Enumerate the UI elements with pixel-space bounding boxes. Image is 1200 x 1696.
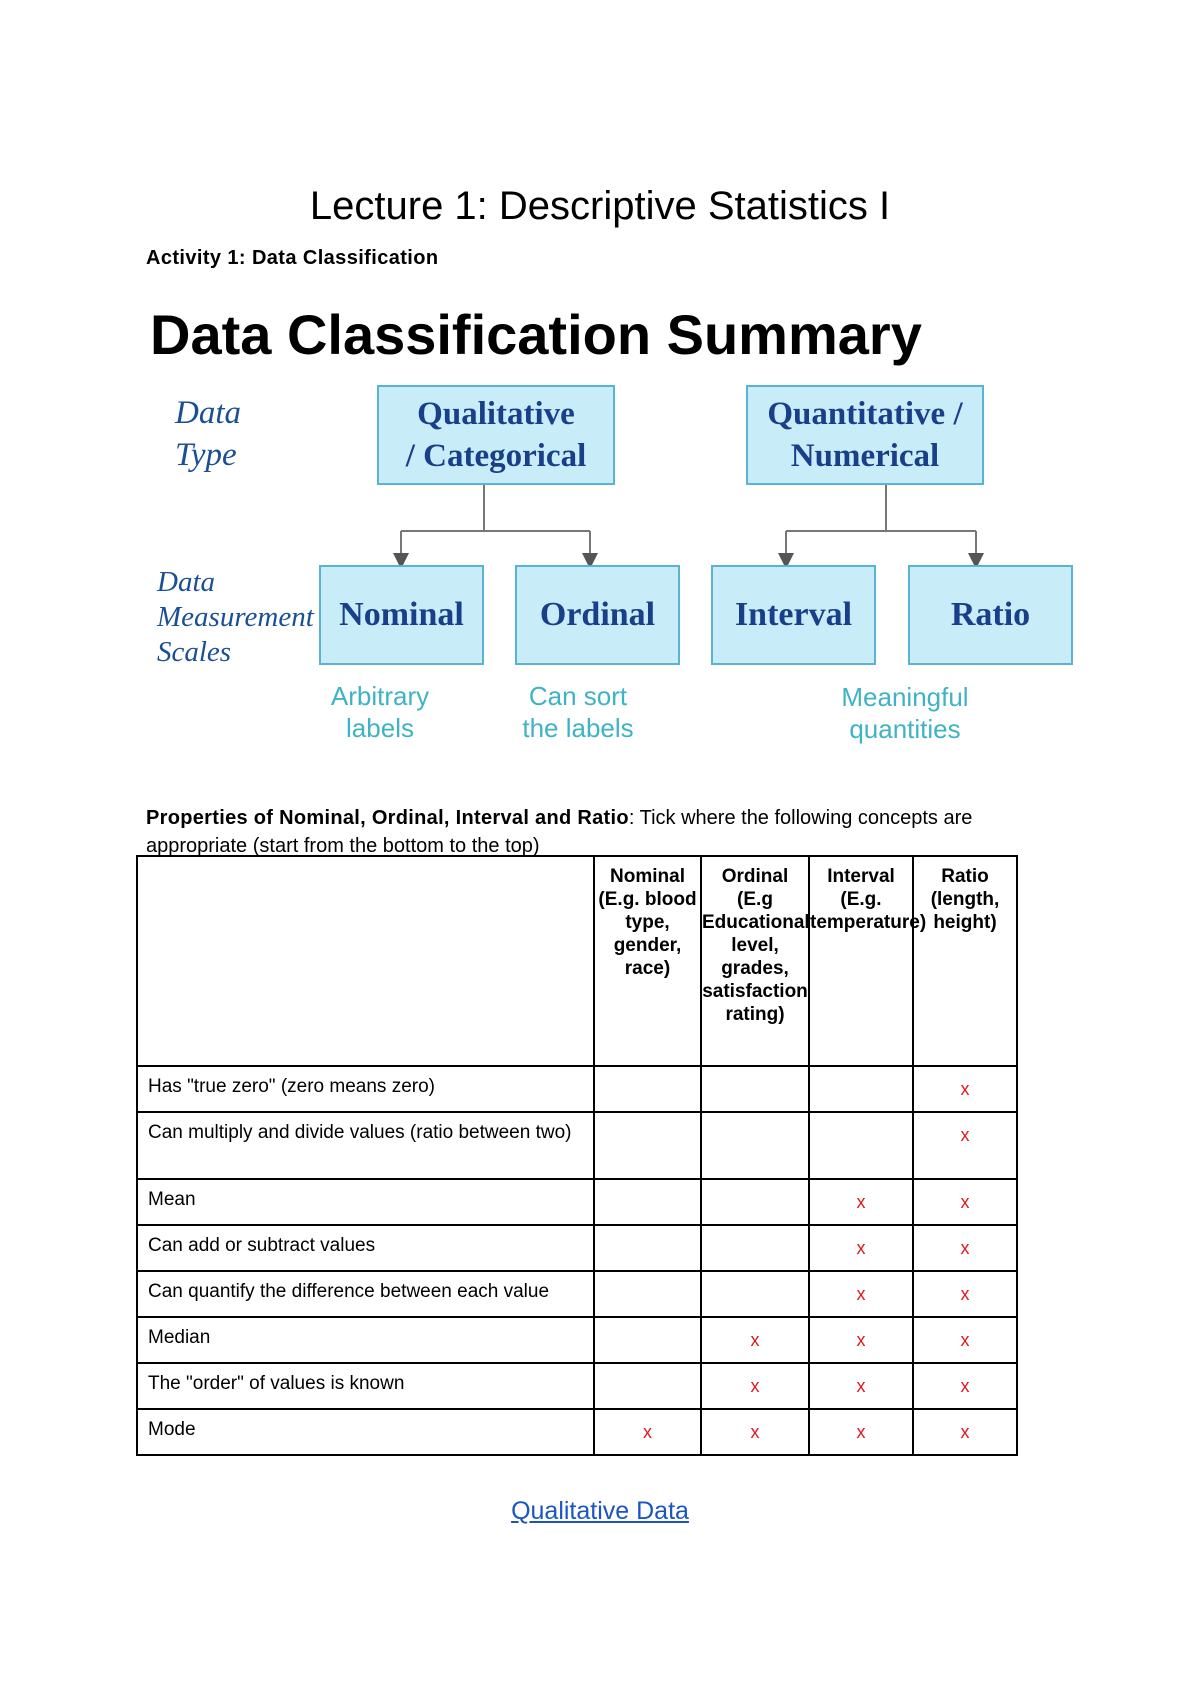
tick-cell	[594, 1363, 701, 1409]
scale-box-interval: Interval	[711, 565, 876, 665]
tick-cell	[701, 1271, 809, 1317]
table-header-cell: Ratio (length, height)	[913, 856, 1017, 1066]
tick-cell: x	[701, 1409, 809, 1455]
table-row	[137, 1225, 1017, 1271]
tick-cell: x	[809, 1363, 913, 1409]
type-box-quantitative: Quantitative / Numerical	[746, 385, 984, 485]
scale-box-nominal: Nominal	[319, 565, 484, 665]
concept-cell: Median	[137, 1317, 594, 1363]
table-header-cell: Interval (E.g. temperature)	[809, 856, 913, 1066]
activity-heading: Activity 1: Data Classification	[146, 247, 439, 269]
concept-cell: Can add or subtract values	[137, 1225, 594, 1271]
tick-cell: x	[913, 1409, 1017, 1455]
tick-cell: x	[809, 1271, 913, 1317]
scale-box-ordinal: Ordinal	[515, 565, 680, 665]
tick-cell: x	[809, 1225, 913, 1271]
table-row	[137, 1317, 1017, 1363]
tick-cell	[701, 1225, 809, 1271]
type-box-qualitative: Qualitative / Categorical	[377, 385, 615, 485]
data-type-label: Data Type	[175, 395, 241, 473]
tick-cell	[594, 1317, 701, 1363]
tick-cell: x	[809, 1409, 913, 1455]
concept-cell: Has "true zero" (zero means zero)	[137, 1066, 594, 1112]
tick-cell	[701, 1179, 809, 1225]
tick-cell: x	[701, 1363, 809, 1409]
concept-cell: Mean	[137, 1179, 594, 1225]
tick-cell: x	[701, 1317, 809, 1363]
tick-cell	[701, 1112, 809, 1179]
tick-cell	[594, 1179, 701, 1225]
table-row	[137, 1179, 1017, 1225]
tick-cell: x	[809, 1317, 913, 1363]
concept-cell: Mode	[137, 1409, 594, 1455]
tick-cell: x	[594, 1409, 701, 1455]
tick-cell: x	[913, 1363, 1017, 1409]
measurement-scales-label: Data Measurement Scales	[157, 566, 314, 668]
diagram-title: Data Classification Summary	[150, 303, 922, 366]
note-arbitrary-labels: Arbitrary labels	[330, 681, 430, 743]
tick-cell: x	[913, 1225, 1017, 1271]
table-row	[137, 1066, 1017, 1112]
table-row	[137, 1409, 1017, 1455]
concept-cell: The "order" of values is known	[137, 1363, 594, 1409]
note-can-sort: Can sort the labels	[522, 681, 634, 743]
table-header-cell: Nominal (E.g. blood type, gender, race)	[594, 856, 701, 1066]
table-row	[137, 1363, 1017, 1409]
scale-box-ratio: Ratio	[908, 565, 1073, 665]
tick-cell	[594, 1271, 701, 1317]
tick-cell: x	[913, 1066, 1017, 1112]
table-row	[137, 1112, 1017, 1179]
table-row	[137, 1271, 1017, 1317]
tick-cell	[809, 1112, 913, 1179]
concept-cell: Can quantify the difference between each value	[137, 1271, 594, 1317]
qualitative-data-link-wrap	[0, 1497, 1200, 1526]
tick-cell: x	[913, 1317, 1017, 1363]
tick-cell	[701, 1066, 809, 1112]
tick-cell	[594, 1225, 701, 1271]
table-header-cell	[137, 856, 594, 1066]
note-meaningful-quantities: Meaningful quantities	[841, 682, 969, 744]
page-title: Lecture 1: Descriptive Statistics I	[309, 184, 891, 228]
tick-cell	[809, 1066, 913, 1112]
tick-cell	[594, 1066, 701, 1112]
tick-cell: x	[913, 1112, 1017, 1179]
table-header-row	[137, 856, 1017, 1066]
tick-cell: x	[913, 1271, 1017, 1317]
qualitative-data-link[interactable]: Qualitative Data	[511, 1497, 689, 1525]
properties-table	[136, 855, 1018, 1456]
tick-cell: x	[913, 1179, 1017, 1225]
concept-cell: Can multiply and divide values (ratio between two)	[137, 1112, 594, 1179]
tick-cell	[594, 1112, 701, 1179]
properties-instruction: Properties of Nominal, Ordinal, Interval and Ratio: Tick where the following concepts are appropriate (start from the bottom to the top)	[146, 807, 973, 857]
tick-cell: x	[809, 1179, 913, 1225]
table-header-cell: Ordinal (E.g Educational level, grades, satisfaction rating)	[701, 856, 809, 1066]
